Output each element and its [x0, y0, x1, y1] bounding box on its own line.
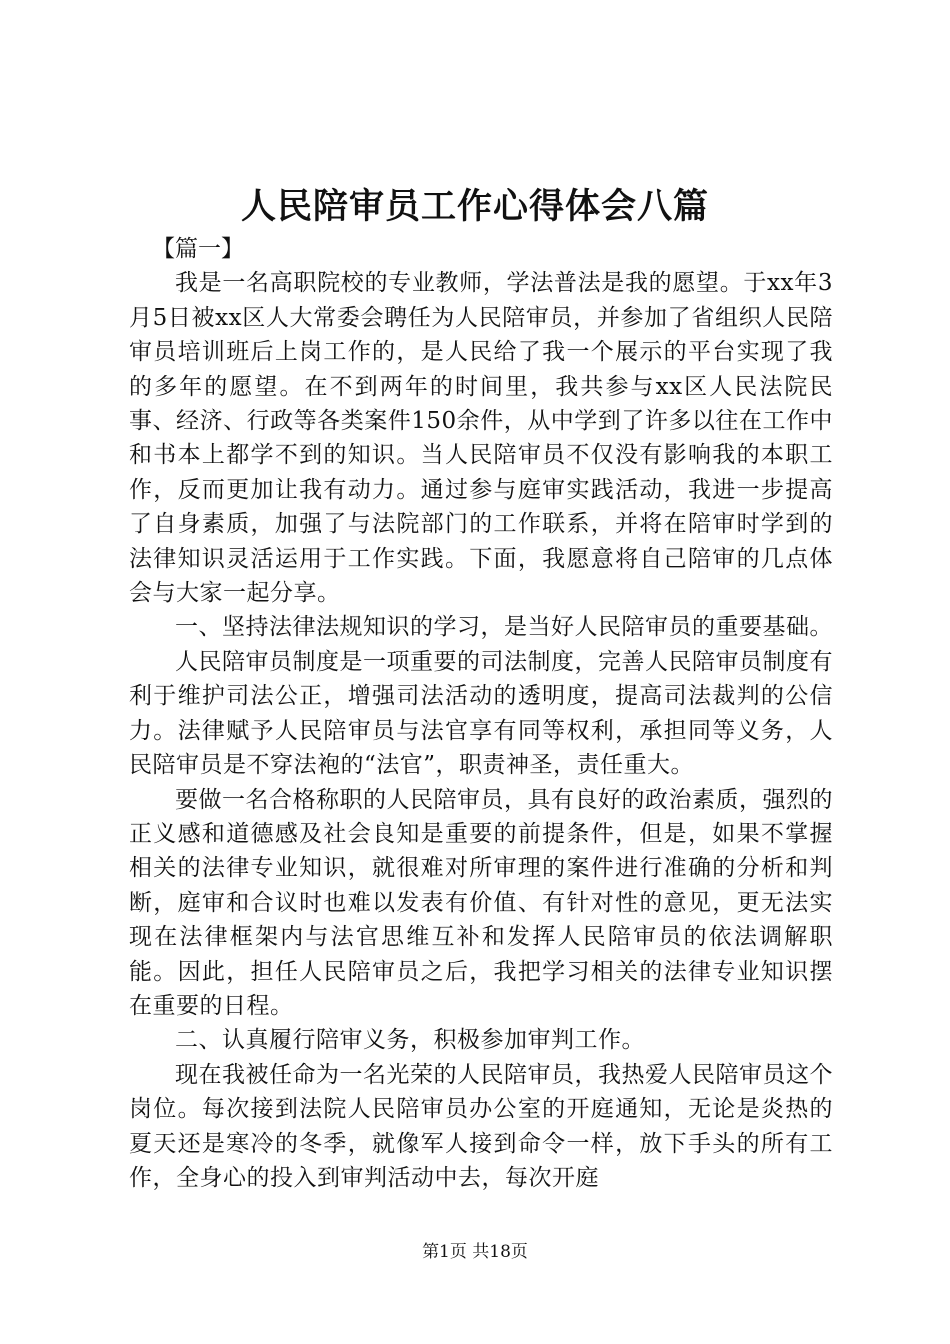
page-footer	[0, 1240, 950, 1264]
paragraph-qualification: 要做一名合格称职的人民陪审员，具有良好的政治素质，强烈的正义感和道德感及社会良知是重要的前提条件，但是，如果不掌握相关的法律专业知识，就很难对所审理的案件进行准确的分析和判断，庭审和合议时也难以发表有价值、有针对性的意见，更无法实现在法律框架内与法官思维互补和发挥人民陪审员的依法调解职能。因此，担任人民陪审员之后，我把学习相关的法律专业知识摆在重要的日程。	[129, 786, 833, 1019]
heading-two: 二、认真履行陪审义务，积极参加审判工作。	[175, 1027, 645, 1054]
paragraph-duty: 现在我被任命为一名光荣的人民陪审员，我热爱人民陪审员这个岗位。每次接到法院人民陪审员办公室的开庭通知，无论是炎热的夏天还是寒冷的冬季，就像军人接到命令一样，放下手头的所有工作，全身心的投入到审判活动中去，每次开庭	[129, 1061, 833, 1191]
document-body	[129, 232, 833, 1195]
page-total: 共18页	[472, 1242, 528, 1262]
document-title: 人民陪审员工作心得体会八篇	[240, 186, 709, 227]
paragraph-intro: 我是一名高职院校的专业教师，学法普法是我的愿望。于xx年3月5日被xx区人大常委会聘任为人民陪审员，并参加了省组织人民陪审员培训班后上岗工作的，是人民给了我一个展示的平台实现了我的多年的愿望。在不到两年的时间里，我共参与xx区人民法院民事、经济、行政等各类案件150余件，从中学到了许多以往在工作中和书本上都学不到的知识。当人民陪审员不仅没有影响我的本职工作，反而更加让我有动力。通过参与庭审实践活动，我进一步提高了自身素质，加强了与法院部门的工作联系，并将在陪审时学到的法律知识灵活运用于工作实践。下面，我愿意将自己陪审的几点体会与大家一起分享。	[129, 270, 833, 607]
heading-one: 一、坚持法律法规知识的学习，是当好人民陪审员的重要基础。	[175, 614, 833, 641]
paragraph-system: 人民陪审员制度是一项重要的司法制度，完善人民陪审员制度有利于维护司法公正，增强司法活动的透明度，提高司法裁判的公信力。法律赋予人民陪审员与法官享有同等权利，承担同等义务，人民陪审员是不穿法袍的“法官”，职责神圣，责任重大。	[129, 648, 833, 779]
section-label: 【篇一】	[152, 236, 244, 262]
page-number: 第1页	[422, 1242, 467, 1262]
